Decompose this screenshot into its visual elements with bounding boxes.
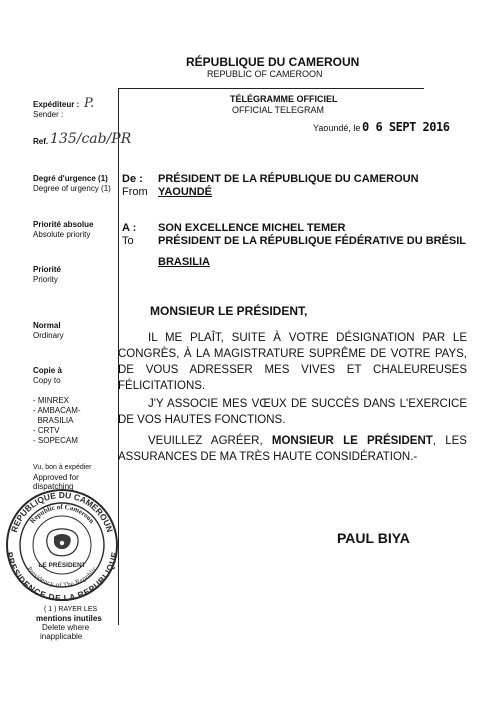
date-stamp: 0 6 SEPT 2016 [362,120,450,134]
to-label-en: To [122,235,134,247]
from-label-fr: De : [122,173,143,185]
from-line2: YAOUNDÉ [158,186,212,198]
svg-text:REPUBLIQUE DU CAMEROUN [9,490,115,534]
copy-item: - CRTV [33,426,60,435]
to-line1: SON EXCELLENCE MICHEL TEMER [158,222,346,234]
closing-text-end: , LES ASSURANCES DE MA TRÈS HAUTE CONSIDÉRATION.- [118,435,467,463]
paragraph-2: J'Y ASSOCIE MES VŒUX DE SUCCÈS DANS L'EXERCICE DE VOS HAUTES FONCTIONS. [118,398,467,426]
copy-to-en: Copy to [33,376,61,385]
signature-name: PAUL BIYA [337,530,410,546]
copy-item: - AMBACAM- [33,406,81,415]
closing-text-start: VEUILLEZ AGRÉER, [148,435,272,447]
to-label-fr: A : [122,222,137,234]
seal-outer-bottom-text: PRESIDENCE DE LA REPUBLIQUE [4,551,120,603]
date-prefix: Yaoundé, le [313,123,361,133]
copy-item: BRASILIA [33,416,74,425]
to-line3: BRASILIA [158,256,210,268]
copy-item: - MINREX [33,396,69,405]
from-label-en: From [122,186,148,198]
seal-inner-top-text: Republic of Cameroon [28,502,96,526]
absolute-priority-fr: Priorité absolue [33,220,94,229]
seal-emblem [47,529,78,556]
salutation: MONSIEUR LE PRÉSIDENT, [150,304,308,318]
seal-inner-bottom-text: Presidency of The Republic [25,565,99,590]
approved-label-fr: Vu, bon à expédier [33,464,92,471]
republic-title-fr: RÉPUBLIQUE DU CAMEROUN [186,55,360,69]
urgency-label-en: Degree of urgency (1) [33,184,111,193]
presidential-seal [4,487,120,603]
delete-note-fr2: mentions inutiles [36,614,102,623]
seal-outer-top-text: REPUBLIQUE DU CAMEROUN [8,490,116,534]
delete-note-en1: Delete where [42,623,90,632]
normal-fr: Normal [33,321,61,330]
telegram-title-en: OFFICIAL TELEGRAM [232,105,325,115]
to-line2: PRÉSIDENT DE LA RÉPUBLIQUE FÉDÉRATIVE DU BRÉSIL [158,235,467,247]
ref-label: Ref. [33,137,49,146]
approved-label-en2: dispatching [33,482,74,491]
sender-label-fr: Expéditeur : [33,100,80,109]
priority-en: Priority [33,275,58,284]
top-rule [118,88,424,89]
ref-handwritten: 135/cab/PR [50,131,132,147]
seal-center-text: LE PRÉSIDENT [38,562,86,569]
copy-item: - SOPECAM [33,436,78,445]
telegram-title-fr: TÉLÉGRAMME OFFICIEL [230,94,338,104]
priority-fr: Priorité [33,265,62,274]
from-line1: PRÉSIDENT DE LA RÉPUBLIQUE DU CAMEROUN [158,173,419,185]
republic-title-en: REPUBLIC OF CAMEROON [207,69,323,79]
delete-note-fr1: ( 1 ) RAYER LES [44,606,98,613]
sender-label-en: Sender : [33,110,64,119]
normal-en: Ordinary [33,331,64,340]
copy-to-fr: Copie à [33,366,62,375]
delete-note-en2: inapplicable [40,632,83,641]
absolute-priority-en: Absolute priority [33,230,91,239]
approved-label-en1: Approved for [33,473,79,482]
sender-handwritten: P. [84,96,95,111]
paragraph-3 [118,433,467,465]
closing-text-bold: MONSIEUR LE PRÉSIDENT [271,435,433,447]
paragraph-1: IL ME PLAÎT, SUITE À VOTRE DÉSIGNATION PAR LE CONGRÈS, À LA MAGISTRATURE SUPRÊME DE VOTRE PAYS, DE VOUS ADRESSER MES VIVES ET CHALEUREUSES FÉLICITATIONS. [118,332,467,392]
urgency-label-fr: Degré d'urgence (1) [33,174,108,183]
svg-text:Presidency of The Republic [26,566,99,589]
